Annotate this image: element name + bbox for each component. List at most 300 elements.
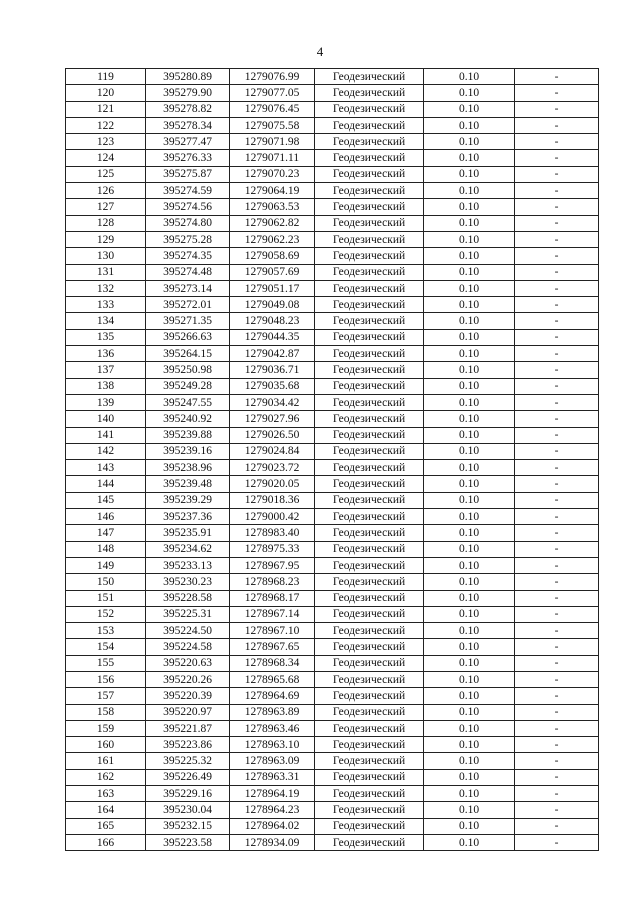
description-cell: -: [515, 688, 599, 704]
method-cell: Геодезический: [315, 394, 424, 410]
method-cell: Геодезический: [315, 802, 424, 818]
accuracy-cell: 0.10: [424, 443, 515, 459]
method-cell: Геодезический: [315, 525, 424, 541]
method-cell: Геодезический: [315, 199, 424, 215]
point-number-cell: 137: [66, 362, 146, 378]
description-cell: -: [515, 183, 599, 199]
y-coordinate-cell: 1279000.42: [230, 509, 315, 525]
accuracy-cell: 0.10: [424, 264, 515, 280]
description-cell: -: [515, 264, 599, 280]
x-coordinate-cell: 395239.88: [146, 427, 230, 443]
description-cell: -: [515, 786, 599, 802]
method-cell: Геодезический: [315, 85, 424, 101]
method-cell: Геодезический: [315, 280, 424, 296]
y-coordinate-cell: 1279034.42: [230, 394, 315, 410]
table-row: [66, 362, 599, 378]
accuracy-cell: 0.10: [424, 802, 515, 818]
y-coordinate-cell: 1279051.17: [230, 280, 315, 296]
table-row: [66, 557, 599, 573]
point-number-cell: 150: [66, 574, 146, 590]
table-row: [66, 655, 599, 671]
y-coordinate-cell: 1279075.58: [230, 117, 315, 133]
y-coordinate-cell: 1278934.09: [230, 834, 315, 850]
method-cell: Геодезический: [315, 329, 424, 345]
table-row: [66, 280, 599, 296]
y-coordinate-cell: 1279018.36: [230, 492, 315, 508]
description-cell: -: [515, 199, 599, 215]
point-number-cell: 120: [66, 85, 146, 101]
method-cell: Геодезический: [315, 427, 424, 443]
description-cell: -: [515, 525, 599, 541]
y-coordinate-cell: 1278968.23: [230, 574, 315, 590]
accuracy-cell: 0.10: [424, 231, 515, 247]
accuracy-cell: 0.10: [424, 199, 515, 215]
method-cell: Геодезический: [315, 460, 424, 476]
method-cell: Геодезический: [315, 134, 424, 150]
point-number-cell: 156: [66, 671, 146, 687]
y-coordinate-cell: 1279077.05: [230, 85, 315, 101]
method-cell: Геодезический: [315, 557, 424, 573]
point-number-cell: 134: [66, 313, 146, 329]
point-number-cell: 166: [66, 834, 146, 850]
method-cell: Геодезический: [315, 313, 424, 329]
method-cell: Геодезический: [315, 590, 424, 606]
description-cell: -: [515, 231, 599, 247]
table-row: [66, 737, 599, 753]
x-coordinate-cell: 395228.58: [146, 590, 230, 606]
point-number-cell: 130: [66, 248, 146, 264]
method-cell: Геодезический: [315, 183, 424, 199]
description-cell: -: [515, 346, 599, 362]
x-coordinate-cell: 395226.49: [146, 769, 230, 785]
y-coordinate-cell: 1279071.11: [230, 150, 315, 166]
y-coordinate-cell: 1278968.34: [230, 655, 315, 671]
point-number-cell: 165: [66, 818, 146, 834]
accuracy-cell: 0.10: [424, 769, 515, 785]
description-cell: -: [515, 297, 599, 313]
x-coordinate-cell: 395278.82: [146, 101, 230, 117]
description-cell: -: [515, 280, 599, 296]
method-cell: Геодезический: [315, 264, 424, 280]
method-cell: Геодезический: [315, 69, 424, 85]
accuracy-cell: 0.10: [424, 574, 515, 590]
table-row: [66, 231, 599, 247]
point-number-cell: 155: [66, 655, 146, 671]
method-cell: Геодезический: [315, 720, 424, 736]
table-row: [66, 623, 599, 639]
table-row: [66, 101, 599, 117]
x-coordinate-cell: 395233.13: [146, 557, 230, 573]
method-cell: Геодезический: [315, 541, 424, 557]
x-coordinate-cell: 395274.80: [146, 215, 230, 231]
x-coordinate-cell: 395220.97: [146, 704, 230, 720]
table-row: [66, 753, 599, 769]
x-coordinate-cell: 395275.28: [146, 231, 230, 247]
description-cell: -: [515, 69, 599, 85]
y-coordinate-cell: 1278967.65: [230, 639, 315, 655]
y-coordinate-cell: 1279048.23: [230, 313, 315, 329]
description-cell: -: [515, 557, 599, 573]
y-coordinate-cell: 1279064.19: [230, 183, 315, 199]
description-cell: -: [515, 655, 599, 671]
accuracy-cell: 0.10: [424, 753, 515, 769]
method-cell: Геодезический: [315, 411, 424, 427]
description-cell: -: [515, 492, 599, 508]
x-coordinate-cell: 395220.63: [146, 655, 230, 671]
method-cell: Геодезический: [315, 655, 424, 671]
description-cell: -: [515, 248, 599, 264]
y-coordinate-cell: 1278964.02: [230, 818, 315, 834]
table-row: [66, 346, 599, 362]
point-number-cell: 160: [66, 737, 146, 753]
point-number-cell: 161: [66, 753, 146, 769]
description-cell: -: [515, 150, 599, 166]
method-cell: Геодезический: [315, 704, 424, 720]
accuracy-cell: 0.10: [424, 786, 515, 802]
description-cell: -: [515, 362, 599, 378]
x-coordinate-cell: 395234.62: [146, 541, 230, 557]
y-coordinate-cell: 1279026.50: [230, 427, 315, 443]
method-cell: Геодезический: [315, 231, 424, 247]
accuracy-cell: 0.10: [424, 460, 515, 476]
x-coordinate-cell: 395276.33: [146, 150, 230, 166]
point-number-cell: 127: [66, 199, 146, 215]
description-cell: -: [515, 476, 599, 492]
y-coordinate-cell: 1279024.84: [230, 443, 315, 459]
x-coordinate-cell: 395273.14: [146, 280, 230, 296]
table-row: [66, 166, 599, 182]
description-cell: -: [515, 574, 599, 590]
accuracy-cell: 0.10: [424, 834, 515, 850]
method-cell: Геодезический: [315, 786, 424, 802]
table-row: [66, 834, 599, 850]
table-row: [66, 802, 599, 818]
point-number-cell: 162: [66, 769, 146, 785]
description-cell: -: [515, 509, 599, 525]
accuracy-cell: 0.10: [424, 590, 515, 606]
page-number: 4: [316, 44, 324, 59]
x-coordinate-cell: 395232.15: [146, 818, 230, 834]
accuracy-cell: 0.10: [424, 297, 515, 313]
y-coordinate-cell: 1278967.95: [230, 557, 315, 573]
table-row: [66, 313, 599, 329]
y-coordinate-cell: 1278964.19: [230, 786, 315, 802]
method-cell: Геодезический: [315, 101, 424, 117]
x-coordinate-cell: 395271.35: [146, 313, 230, 329]
coordinates-table-body: [66, 69, 599, 851]
point-number-cell: 129: [66, 231, 146, 247]
table-row: [66, 818, 599, 834]
accuracy-cell: 0.10: [424, 215, 515, 231]
description-cell: -: [515, 460, 599, 476]
point-number-cell: 125: [66, 166, 146, 182]
x-coordinate-cell: 395275.87: [146, 166, 230, 182]
accuracy-cell: 0.10: [424, 280, 515, 296]
table-row: [66, 248, 599, 264]
accuracy-cell: 0.10: [424, 492, 515, 508]
accuracy-cell: 0.10: [424, 117, 515, 133]
x-coordinate-cell: 395230.04: [146, 802, 230, 818]
y-coordinate-cell: 1278965.68: [230, 671, 315, 687]
description-cell: -: [515, 378, 599, 394]
accuracy-cell: 0.10: [424, 378, 515, 394]
point-number-cell: 140: [66, 411, 146, 427]
y-coordinate-cell: 1279049.08: [230, 297, 315, 313]
table-row: [66, 411, 599, 427]
point-number-cell: 132: [66, 280, 146, 296]
method-cell: Геодезический: [315, 639, 424, 655]
point-number-cell: 159: [66, 720, 146, 736]
point-number-cell: 138: [66, 378, 146, 394]
method-cell: Геодезический: [315, 443, 424, 459]
method-cell: Геодезический: [315, 117, 424, 133]
table-row: [66, 150, 599, 166]
x-coordinate-cell: 395224.50: [146, 623, 230, 639]
point-number-cell: 128: [66, 215, 146, 231]
description-cell: -: [515, 394, 599, 410]
point-number-cell: 121: [66, 101, 146, 117]
table-row: [66, 574, 599, 590]
y-coordinate-cell: 1279020.05: [230, 476, 315, 492]
point-number-cell: 123: [66, 134, 146, 150]
x-coordinate-cell: 395223.58: [146, 834, 230, 850]
y-coordinate-cell: 1278963.09: [230, 753, 315, 769]
description-cell: -: [515, 411, 599, 427]
table-row: [66, 199, 599, 215]
table-row: [66, 134, 599, 150]
point-number-cell: 133: [66, 297, 146, 313]
point-number-cell: 163: [66, 786, 146, 802]
method-cell: Геодезический: [315, 509, 424, 525]
point-number-cell: 146: [66, 509, 146, 525]
accuracy-cell: 0.10: [424, 623, 515, 639]
accuracy-cell: 0.10: [424, 101, 515, 117]
table-row: [66, 525, 599, 541]
description-cell: -: [515, 704, 599, 720]
x-coordinate-cell: 395239.29: [146, 492, 230, 508]
x-coordinate-cell: 395240.92: [146, 411, 230, 427]
description-cell: -: [515, 427, 599, 443]
method-cell: Геодезический: [315, 492, 424, 508]
description-cell: -: [515, 623, 599, 639]
point-number-cell: 149: [66, 557, 146, 573]
point-number-cell: 131: [66, 264, 146, 280]
table-row: [66, 427, 599, 443]
x-coordinate-cell: 395247.55: [146, 394, 230, 410]
accuracy-cell: 0.10: [424, 394, 515, 410]
description-cell: -: [515, 606, 599, 622]
accuracy-cell: 0.10: [424, 525, 515, 541]
description-cell: -: [515, 737, 599, 753]
method-cell: Геодезический: [315, 248, 424, 264]
description-cell: -: [515, 166, 599, 182]
x-coordinate-cell: 395274.56: [146, 199, 230, 215]
x-coordinate-cell: 395274.48: [146, 264, 230, 280]
method-cell: Геодезический: [315, 378, 424, 394]
x-coordinate-cell: 395237.36: [146, 509, 230, 525]
x-coordinate-cell: 395230.23: [146, 574, 230, 590]
method-cell: Геодезический: [315, 476, 424, 492]
accuracy-cell: 0.10: [424, 655, 515, 671]
y-coordinate-cell: 1278963.10: [230, 737, 315, 753]
y-coordinate-cell: 1279076.45: [230, 101, 315, 117]
description-cell: -: [515, 443, 599, 459]
description-cell: -: [515, 117, 599, 133]
accuracy-cell: 0.10: [424, 362, 515, 378]
y-coordinate-cell: 1278967.10: [230, 623, 315, 639]
y-coordinate-cell: 1279062.82: [230, 215, 315, 231]
method-cell: Геодезический: [315, 818, 424, 834]
y-coordinate-cell: 1279042.87: [230, 346, 315, 362]
y-coordinate-cell: 1279036.71: [230, 362, 315, 378]
x-coordinate-cell: 395274.59: [146, 183, 230, 199]
method-cell: Геодезический: [315, 737, 424, 753]
y-coordinate-cell: 1279044.35: [230, 329, 315, 345]
point-number-cell: 136: [66, 346, 146, 362]
description-cell: -: [515, 215, 599, 231]
table-row: [66, 476, 599, 492]
table-row: [66, 720, 599, 736]
x-coordinate-cell: 395278.34: [146, 117, 230, 133]
y-coordinate-cell: 1278963.89: [230, 704, 315, 720]
point-number-cell: 119: [66, 69, 146, 85]
table-row: [66, 704, 599, 720]
table-row: [66, 492, 599, 508]
point-number-cell: 144: [66, 476, 146, 492]
point-number-cell: 139: [66, 394, 146, 410]
point-number-cell: 151: [66, 590, 146, 606]
y-coordinate-cell: 1278964.69: [230, 688, 315, 704]
x-coordinate-cell: 395220.26: [146, 671, 230, 687]
point-number-cell: 158: [66, 704, 146, 720]
table-row: [66, 541, 599, 557]
x-coordinate-cell: 395221.87: [146, 720, 230, 736]
x-coordinate-cell: 395229.16: [146, 786, 230, 802]
accuracy-cell: 0.10: [424, 183, 515, 199]
table-row: [66, 378, 599, 394]
description-cell: -: [515, 753, 599, 769]
point-number-cell: 152: [66, 606, 146, 622]
table-row: [66, 329, 599, 345]
description-cell: -: [515, 590, 599, 606]
table-row: [66, 117, 599, 133]
x-coordinate-cell: 395249.28: [146, 378, 230, 394]
method-cell: Геодезический: [315, 297, 424, 313]
accuracy-cell: 0.10: [424, 248, 515, 264]
method-cell: Геодезический: [315, 623, 424, 639]
x-coordinate-cell: 395266.63: [146, 329, 230, 345]
accuracy-cell: 0.10: [424, 818, 515, 834]
method-cell: Геодезический: [315, 688, 424, 704]
description-cell: -: [515, 101, 599, 117]
description-cell: -: [515, 639, 599, 655]
x-coordinate-cell: 395235.91: [146, 525, 230, 541]
description-cell: -: [515, 329, 599, 345]
y-coordinate-cell: 1279027.96: [230, 411, 315, 427]
x-coordinate-cell: 395280.89: [146, 69, 230, 85]
y-coordinate-cell: 1279057.69: [230, 264, 315, 280]
table-row: [66, 769, 599, 785]
description-cell: -: [515, 720, 599, 736]
table-row: [66, 69, 599, 85]
table-row: [66, 85, 599, 101]
y-coordinate-cell: 1279063.53: [230, 199, 315, 215]
y-coordinate-cell: 1279035.68: [230, 378, 315, 394]
x-coordinate-cell: 395225.31: [146, 606, 230, 622]
accuracy-cell: 0.10: [424, 688, 515, 704]
description-cell: -: [515, 834, 599, 850]
description-cell: -: [515, 134, 599, 150]
accuracy-cell: 0.10: [424, 313, 515, 329]
accuracy-cell: 0.10: [424, 134, 515, 150]
accuracy-cell: 0.10: [424, 166, 515, 182]
x-coordinate-cell: 395223.86: [146, 737, 230, 753]
y-coordinate-cell: 1279023.72: [230, 460, 315, 476]
accuracy-cell: 0.10: [424, 704, 515, 720]
table-row: [66, 639, 599, 655]
description-cell: -: [515, 769, 599, 785]
y-coordinate-cell: 1279062.23: [230, 231, 315, 247]
method-cell: Геодезический: [315, 753, 424, 769]
accuracy-cell: 0.10: [424, 720, 515, 736]
table-row: [66, 394, 599, 410]
y-coordinate-cell: 1279071.98: [230, 134, 315, 150]
table-row: [66, 460, 599, 476]
point-number-cell: 147: [66, 525, 146, 541]
table-row: [66, 297, 599, 313]
table-row: [66, 443, 599, 459]
y-coordinate-cell: 1278983.40: [230, 525, 315, 541]
accuracy-cell: 0.10: [424, 411, 515, 427]
point-number-cell: 164: [66, 802, 146, 818]
accuracy-cell: 0.10: [424, 541, 515, 557]
point-number-cell: 141: [66, 427, 146, 443]
point-number-cell: 154: [66, 639, 146, 655]
description-cell: -: [515, 541, 599, 557]
x-coordinate-cell: 395274.35: [146, 248, 230, 264]
table-row: [66, 264, 599, 280]
point-number-cell: 135: [66, 329, 146, 345]
description-cell: -: [515, 818, 599, 834]
method-cell: Геодезический: [315, 769, 424, 785]
y-coordinate-cell: 1279076.99: [230, 69, 315, 85]
table-row: [66, 215, 599, 231]
method-cell: Геодезический: [315, 574, 424, 590]
accuracy-cell: 0.10: [424, 69, 515, 85]
point-number-cell: 126: [66, 183, 146, 199]
table-row: [66, 590, 599, 606]
y-coordinate-cell: 1278963.31: [230, 769, 315, 785]
coordinates-table: [65, 68, 599, 851]
x-coordinate-cell: 395264.15: [146, 346, 230, 362]
accuracy-cell: 0.10: [424, 85, 515, 101]
x-coordinate-cell: 395239.48: [146, 476, 230, 492]
table-row: [66, 688, 599, 704]
accuracy-cell: 0.10: [424, 329, 515, 345]
x-coordinate-cell: 395272.01: [146, 297, 230, 313]
y-coordinate-cell: 1278964.23: [230, 802, 315, 818]
x-coordinate-cell: 395277.47: [146, 134, 230, 150]
method-cell: Геодезический: [315, 346, 424, 362]
table-row: [66, 509, 599, 525]
point-number-cell: 145: [66, 492, 146, 508]
x-coordinate-cell: 395238.96: [146, 460, 230, 476]
x-coordinate-cell: 395224.58: [146, 639, 230, 655]
y-coordinate-cell: 1279070.23: [230, 166, 315, 182]
accuracy-cell: 0.10: [424, 737, 515, 753]
description-cell: -: [515, 802, 599, 818]
method-cell: Геодезический: [315, 150, 424, 166]
